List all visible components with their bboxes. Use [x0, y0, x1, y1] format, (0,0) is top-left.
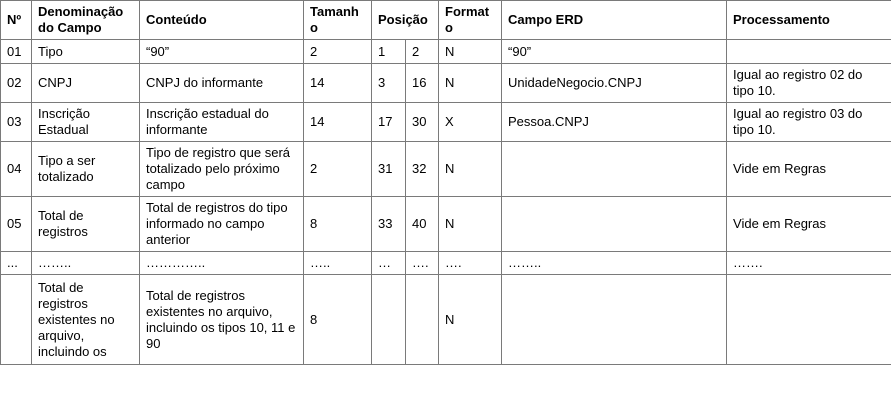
cell-numero: 01: [1, 40, 32, 64]
cell-formato: N: [439, 142, 502, 197]
header-posicao: Posição: [372, 1, 439, 40]
cell-formato: N: [439, 197, 502, 252]
cell-posicao-fim: 16: [406, 64, 439, 103]
cell-numero: 05: [1, 197, 32, 252]
cell-tamanho: 2: [304, 40, 372, 64]
cell-numero: ...: [1, 252, 32, 275]
table-header-row: [1, 1, 891, 40]
cell-posicao-inicio: [372, 275, 406, 365]
cell-posicao-fim: 2: [406, 40, 439, 64]
header-conteudo: Conteúdo: [140, 1, 304, 40]
cell-denominacao: [32, 275, 140, 365]
cell-tamanho: 14: [304, 64, 372, 103]
cell-campo-erd: [502, 142, 727, 197]
cell-numero: 04: [1, 142, 32, 197]
cell-posicao-inicio: 1: [372, 40, 406, 64]
table-row: [1, 103, 891, 142]
cell-conteudo: “90”: [140, 40, 304, 64]
cell-posicao-fim: ….: [406, 252, 439, 275]
cell-processamento: Vide em Regras: [727, 142, 891, 197]
cell-posicao-inicio: 17: [372, 103, 406, 142]
cell-formato: N: [439, 64, 502, 103]
cell-posicao-fim: 40: [406, 197, 439, 252]
table-row: [1, 275, 891, 365]
cell-denominacao: CNPJ: [32, 64, 140, 103]
table-row: [1, 40, 891, 64]
header-processamento: Processamento: [727, 1, 891, 40]
cell-denominacao: Tipo a ser totalizado: [32, 142, 140, 197]
cell-conteudo: CNPJ do informante: [140, 64, 304, 103]
header-denominacao: Denominação do Campo: [32, 1, 140, 40]
cell-denominacao: Inscrição Estadual: [32, 103, 140, 142]
cell-tamanho: …..: [304, 252, 372, 275]
cell-posicao-inicio: 31: [372, 142, 406, 197]
cell-posicao-fim: 30: [406, 103, 439, 142]
cell-tamanho: 14: [304, 103, 372, 142]
cell-denominacao: ……..: [32, 252, 140, 275]
cell-denominacao: Tipo: [32, 40, 140, 64]
cell-campo-erd: [502, 275, 727, 365]
cell-processamento: Igual ao registro 03 do tipo 10.: [727, 103, 891, 142]
cell-conteudo: Total de registros do tipo informado no campo anterior: [140, 197, 304, 252]
cell-campo-erd: UnidadeNegocio.CNPJ: [502, 64, 727, 103]
cell-posicao-fim: [406, 275, 439, 365]
cell-formato: N: [439, 40, 502, 64]
table-row: [1, 252, 891, 275]
table-row: [1, 142, 891, 197]
cell-processamento: Igual ao registro 02 do tipo 10.: [727, 64, 891, 103]
cell-numero: 02: [1, 64, 32, 103]
cell-campo-erd: “90”: [502, 40, 727, 64]
cell-posicao-inicio: 33: [372, 197, 406, 252]
cell-tamanho: 8: [304, 197, 372, 252]
header-formato: Formato: [439, 1, 502, 40]
cell-posicao-inicio: 3: [372, 64, 406, 103]
header-tamanho: Tamanho: [304, 1, 372, 40]
cell-numero: 03: [1, 103, 32, 142]
cell-denominacao: Total de registros: [32, 197, 140, 252]
cell-formato: X: [439, 103, 502, 142]
table-row: [1, 197, 891, 252]
cell-tamanho: 2: [304, 142, 372, 197]
cell-conteudo: Total de registros existentes no arquivo, incluindo os tipos 10, 11 e 90: [140, 275, 304, 365]
cell-processamento: [727, 275, 891, 365]
cell-posicao-fim: 32: [406, 142, 439, 197]
cell-conteudo: Inscrição estadual do informante: [140, 103, 304, 142]
cell-campo-erd: Pessoa.CNPJ: [502, 103, 727, 142]
cell-conteudo: …………..: [140, 252, 304, 275]
cell-numero: [1, 275, 32, 365]
cell-tamanho: 8: [304, 275, 372, 365]
cell-posicao-inicio: …: [372, 252, 406, 275]
header-campo-erd: Campo ERD: [502, 1, 727, 40]
cell-formato: N: [439, 275, 502, 365]
header-numero: Nº: [1, 1, 32, 40]
cell-conteudo: Tipo de registro que será totalizado pelo próximo campo: [140, 142, 304, 197]
cell-processamento: Vide em Regras: [727, 197, 891, 252]
cell-denominacao-text: Total de registros existentes no arquivo, incluindo os: [38, 279, 115, 359]
cell-processamento: …….: [727, 252, 891, 275]
cell-campo-erd: ……..: [502, 252, 727, 275]
cell-processamento: [727, 40, 891, 64]
cell-formato: ….: [439, 252, 502, 275]
cell-campo-erd: [502, 197, 727, 252]
table-row: [1, 64, 891, 103]
